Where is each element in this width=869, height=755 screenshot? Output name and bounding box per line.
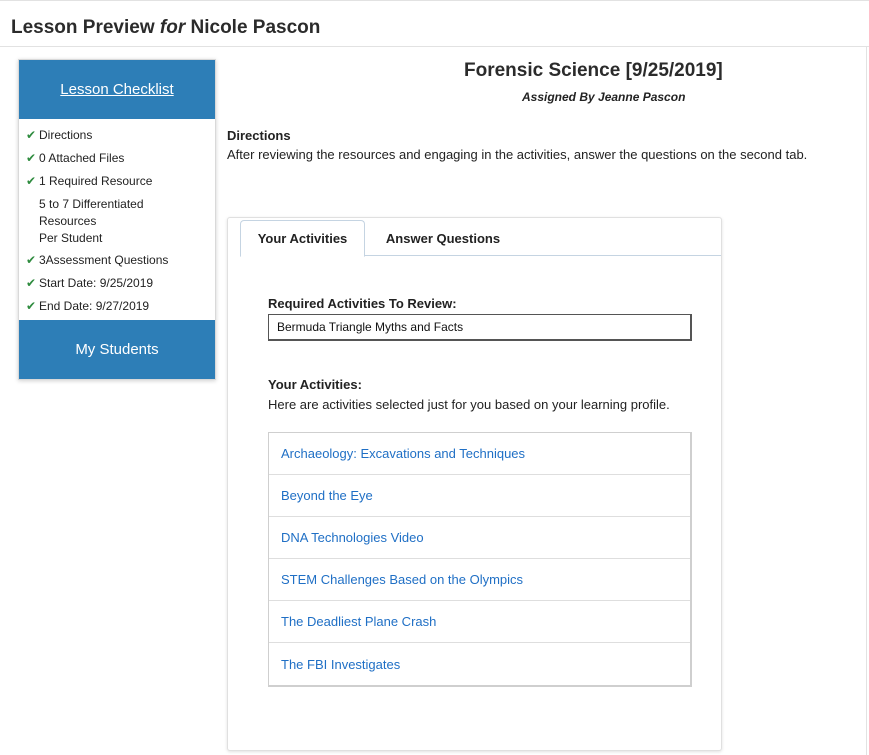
required-activity-field[interactable]: Bermuda Triangle Myths and Facts <box>268 314 692 341</box>
assigned-by: Assigned By Jeanne Pascon <box>522 90 686 104</box>
activities-list <box>268 432 692 687</box>
page-header <box>0 0 869 47</box>
check-icon: ✔ <box>26 299 37 313</box>
activity-link[interactable]: Archaeology: Excavations and Techniques <box>281 446 526 461</box>
activity-link[interactable]: DNA Technologies Video <box>281 530 424 545</box>
my-students-button[interactable]: My Students <box>19 320 215 379</box>
checklist <box>19 119 215 315</box>
activities-panel <box>227 217 722 751</box>
your-activities-description: Here are activities selected just for you based on your learning profile. <box>268 397 670 412</box>
checklist-item-label: 0 Attached Files <box>39 151 125 165</box>
page-title-for: for <box>159 17 186 38</box>
checklist-item-start-date <box>19 275 215 292</box>
checklist-item-differentiated <box>19 196 215 247</box>
checklist-item-assessment <box>19 252 215 269</box>
check-icon: ✔ <box>26 174 37 188</box>
checklist-item-required-resource <box>19 173 215 190</box>
lesson-title: Forensic Science [9/25/2019] <box>464 60 723 81</box>
checklist-item-label: 5 to 7 Differentiated <box>39 197 144 211</box>
list-item <box>269 517 690 559</box>
checklist-item-label: End Date: 9/27/2019 <box>39 299 150 313</box>
list-item <box>269 601 690 643</box>
checklist-item-label: 3Assessment Questions <box>39 253 169 267</box>
page-title-prefix: Lesson Preview <box>11 17 160 38</box>
tab-your-activities[interactable]: Your Activities <box>240 220 365 257</box>
directions-text: After reviewing the resources and engaging in the activities, answer the questions on the second tab. <box>227 147 808 162</box>
tab-answer-questions[interactable]: Answer Questions <box>385 231 501 246</box>
checklist-item-label: Per Student <box>39 231 103 245</box>
activity-link[interactable]: Beyond the Eye <box>281 488 373 503</box>
checklist-item-label: Directions <box>39 128 93 142</box>
list-item <box>269 433 690 475</box>
list-item <box>269 475 690 517</box>
check-icon: ✔ <box>26 276 37 290</box>
check-icon: ✔ <box>26 253 37 267</box>
lesson-checklist-link[interactable]: Lesson Checklist <box>60 81 174 98</box>
page-title <box>11 17 320 39</box>
check-icon: ✔ <box>26 128 37 142</box>
checklist-header <box>19 60 215 119</box>
list-item <box>269 643 690 685</box>
list-item <box>269 559 690 601</box>
checklist-item-label: 1 Required Resource <box>39 174 153 188</box>
checklist-item-label: Start Date: 9/25/2019 <box>39 276 154 290</box>
checklist-item-label: Resources <box>39 214 97 228</box>
directions-label: Directions <box>227 128 291 143</box>
page-title-name: Nicole Pascon <box>185 17 321 38</box>
activity-link[interactable]: The Deadliest Plane Crash <box>281 614 437 629</box>
activity-link[interactable]: STEM Challenges Based on the Olympics <box>281 572 524 587</box>
checklist-item-directions <box>19 127 215 144</box>
lesson-checklist-panel <box>18 59 216 380</box>
required-activities-label: Required Activities To Review: <box>268 296 457 311</box>
checklist-item-files <box>19 150 215 167</box>
check-icon: ✔ <box>26 151 37 165</box>
checklist-item-end-date <box>19 298 215 315</box>
page-divider <box>866 47 867 755</box>
activity-link[interactable]: The FBI Investigates <box>281 656 401 672</box>
tab-bar <box>240 218 721 256</box>
your-activities-label: Your Activities: <box>268 377 362 392</box>
